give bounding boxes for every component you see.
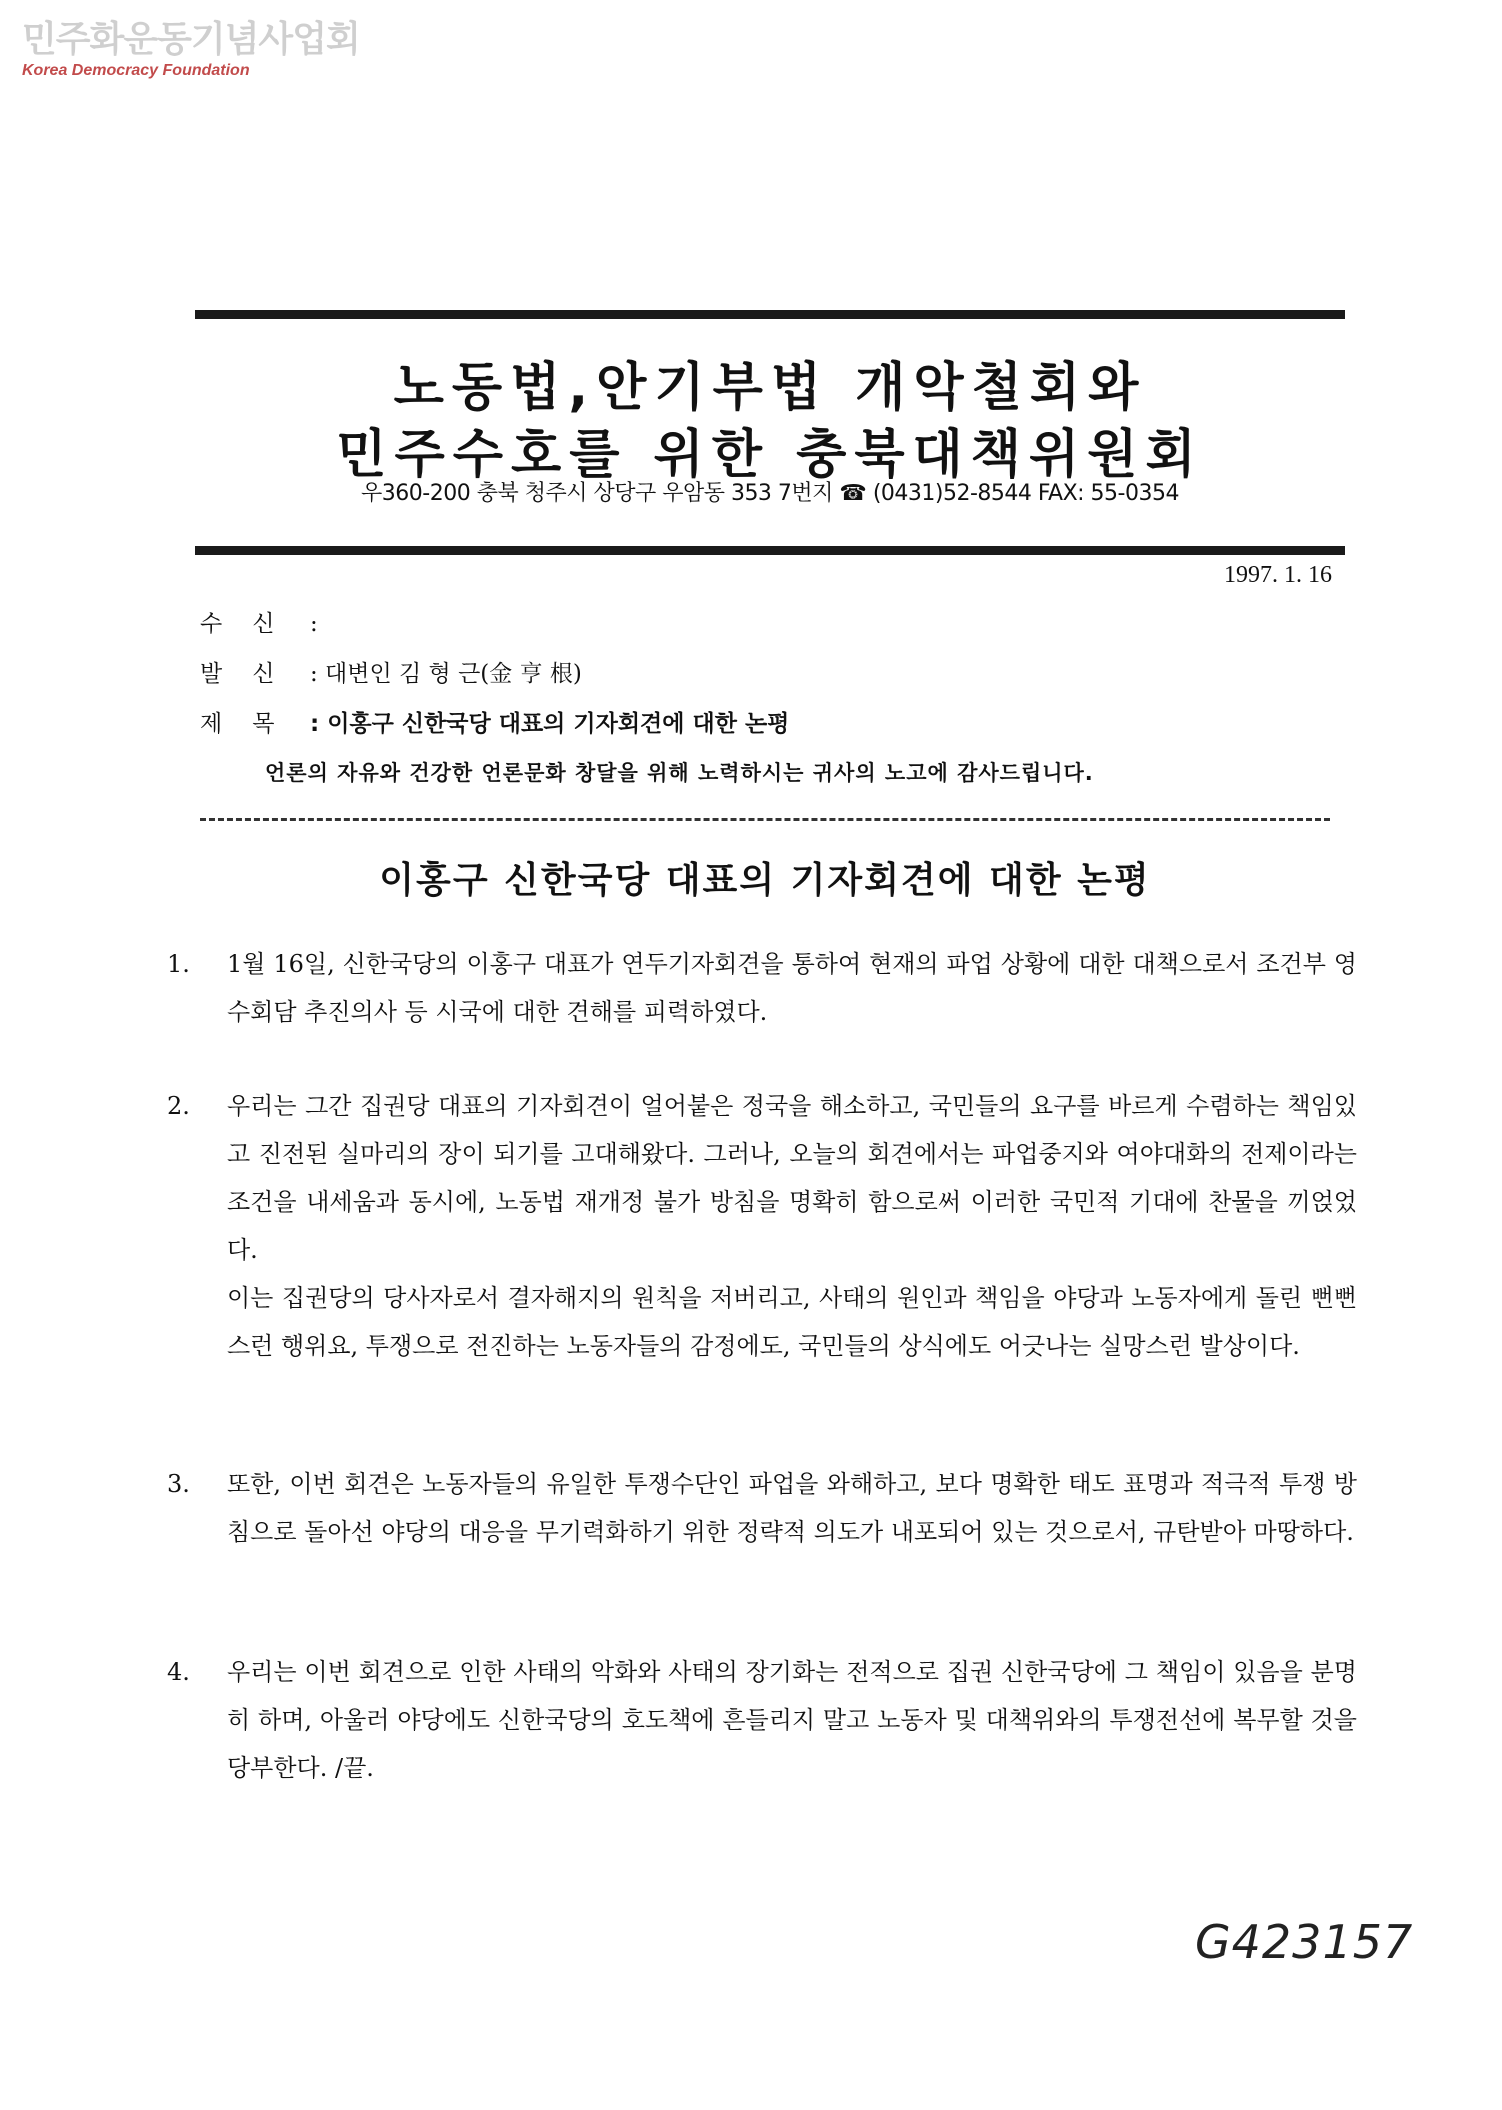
archive-id-handwritten: G423157 (1195, 1915, 1414, 1969)
paragraph-1 (167, 940, 1357, 1036)
letterhead-top-rule (195, 310, 1345, 319)
sender-label: 발신 (200, 661, 305, 687)
foundation-watermark (22, 20, 360, 80)
org-name-line1: 노동법,안기부법 개악철회와 (393, 358, 1147, 418)
org-address: 우360-200 충북 청주시 상당구 우암동 353 7번지 ☎ (0431)52-8544 FAX: 55-0354 (361, 481, 1179, 506)
recipient-label: 수신 (200, 611, 305, 637)
paragraph-text: 1월 16일, 신한국당의 이홍구 대표가 연두기자회견을 통하여 현재의 파업 상황에 대한 대책으로서 조건부 영수회담 추진의사 등 시국에 대한 견해를 피력하였다. (227, 950, 1357, 1026)
org-name-line2: 민주수호를 위한 충북대책위원회 (336, 425, 1204, 485)
paragraph-3 (167, 1460, 1357, 1556)
paragraph-4 (167, 1648, 1357, 1792)
recipient-value: : (310, 611, 318, 637)
subject-value: : 이홍구 신한국당 대표의 기자회견에 대한 논평 (310, 711, 790, 737)
subject-field (200, 705, 789, 738)
subject-label: 제목 (200, 711, 305, 737)
recipient-field (200, 605, 318, 638)
section-divider (200, 818, 1330, 821)
paragraph-2 (167, 1082, 1357, 1370)
sender-field (200, 655, 582, 688)
watermark-english: Korea Democracy Foundation (22, 62, 250, 79)
paragraph-text: 우리는 이번 회견으로 인한 사태의 악화와 사태의 장기화는 전적으로 집권 신한국당에 그 책임이 있음을 분명히 하며, 아울러 야당에도 신한국당의 호도책에 흔들리지 말고 노동자 및 대책위와의 투쟁전선에 복무할 것을 당부한다. /끝. (227, 1658, 1357, 1782)
watermark-korean: 민주화운동기념사업회 (22, 19, 360, 60)
paragraph-number: 3. (167, 1470, 190, 1498)
document-title: 이홍구 신한국당 대표의 기자회견에 대한 논평 (379, 860, 1151, 901)
paragraph-number: 1. (167, 950, 190, 978)
document-date: 1997. 1. 16 (1224, 562, 1332, 588)
sender-value: : 대변인 김 형 근(金 亨 根) (310, 661, 582, 687)
greeting-line: 언론의 자유와 건강한 언론문화 창달을 위해 노력하시는 귀사의 노고에 감사드립니다. (265, 761, 1094, 785)
letterhead-bottom-rule (195, 546, 1345, 555)
paragraph-text: 우리는 그간 집권당 대표의 기자회견이 얼어붙은 정국을 해소하고, 국민들의 요구를 바르게 수렴하는 책임있고 진전된 실마리의 장이 되기를 고대해왔다. 그러나, 오늘의 회견에서는 파업중지와 여야대화의 전제이라는 조건을 내세움과 동시에, 노동법 재개정 불가 방침을 명확히 함으로써 이러한 국민적 기대에 찬물을 끼얹었다. (227, 1092, 1357, 1264)
paragraph-number: 2. (167, 1092, 190, 1120)
paragraph-text: 또한, 이번 회견은 노동자들의 유일한 투쟁수단인 파업을 와해하고, 보다 명확한 태도 표명과 적극적 투쟁 방침으로 돌아선 야당의 대응을 무기력화하기 위한 정략적 의도가 내포되어 있는 것으로서, 규탄받아 마땅하다. (227, 1470, 1357, 1546)
paragraph-number: 4. (167, 1658, 190, 1686)
paragraph-continuation: 이는 집권당의 당사자로서 결자해지의 원칙을 저버리고, 사태의 원인과 책임을 야당과 노동자에게 돌린 뻔뻔스런 행위요, 투쟁으로 전진하는 노동자들의 감정에도, 국민들의 상식에도 어긋나는 실망스런 발상이다. (227, 1284, 1357, 1360)
